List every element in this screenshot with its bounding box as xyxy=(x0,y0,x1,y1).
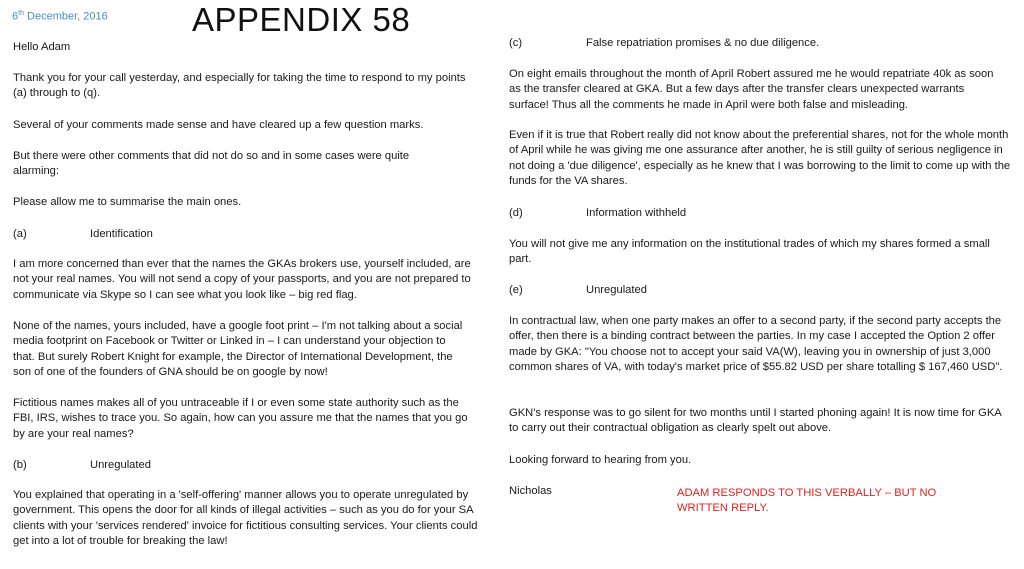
intro-paragraph: But there were other comments that did not do so and in some cases were quite alarming: xyxy=(13,150,410,178)
section-paragraph: Even if it is true that Robert really did not know about the preferential shares, not for the whole month of April while he was giving me one assurance after another, he is still guilty of serious negligence in not doing a 'due diligence', especially as he knew that I was borrowing to the limit to come up with the funds for the VA shares. xyxy=(509,129,1011,188)
section-paragraph: On eight emails throughout the month of April Robert assured me he would repatriate 40k as soon as the transfer cleared at GKA. But a few days after the transfer clears unexpected warrants surface! Thus all the comments he made in April were both false and misleading. xyxy=(509,68,994,111)
intro-paragraph: Thank you for your call yesterday, and especially for taking the time to respond to my points (a) through to (q). xyxy=(13,72,466,100)
section-heading-e: (e) Unregulated xyxy=(509,284,647,296)
intro-paragraph: Please allow me to summarise the main ones. xyxy=(13,196,242,208)
signature: Nicholas xyxy=(509,485,552,497)
section-heading-d: (d) Information withheld xyxy=(509,207,687,219)
section-paragraph: I am more concerned than ever that the names the GKAs brokers use, yourself included, are not your real names. You will not send a copy of your passports, and you are not prepared to communicate via Skype so I can see what you look like – big red flag. xyxy=(13,258,471,301)
section-paragraph: None of the names, yours included, have a google foot print – I'm not talking about a social media footprint on Facebook or Twitter or Linked in – I can understand your objection to that. But surely Robert Knight for example, the Director of International Development, the son of one of the founders of GNA should be on google by now! xyxy=(13,320,463,379)
section-heading-b: (b) Unregulated xyxy=(13,459,151,471)
section-paragraph: GKN's response was to go silent for two months until I started phoning again! It is now time for GKA to carry out their contractual obligation as clearly spelt out above. xyxy=(509,407,1002,435)
section-paragraph: You explained that operating in a 'self-offering' manner allows you to operate unregulated by government. This opens the door for all kinds of illegal activities – such as you do for your SA clients with your 'services rendered' invoice for fictitious consulting services. Your clients could get into a lot of trouble for breaking the law! xyxy=(13,489,478,548)
red-annotation: ADAM RESPONDS TO THIS VERBALLY – BUT NO WRITTEN REPLY. xyxy=(677,487,937,515)
section-paragraph: Fictitious names makes all of you untraceable if I or even some state authority such as the FBI, IRS, wishes to trace you. So again, how can you assure me that the names that you go by are your real names? xyxy=(13,397,468,440)
letter-date: 6th December, 2016 xyxy=(12,10,108,23)
section-paragraph: In contractual law, when one party makes an offer to a second party, if the second party accepts the offer, then there is a binding contract between the parties. In my case I accepted the Option 2 offer made by GKA: "You choose not to accept your said VA(W), leaving you in ownership of just 3,000 common shares of VA, with today's market price of $55.82 USD per share totalling $ 167,460 USD". xyxy=(509,315,1003,374)
section-heading-a: (a) Identification xyxy=(13,228,153,240)
greeting: Hello Adam xyxy=(13,41,71,53)
page-title: APPENDIX 58 xyxy=(192,1,411,38)
intro-paragraph: Several of your comments made sense and have cleared up a few question marks. xyxy=(13,119,424,131)
closing-line: Looking forward to hearing from you. xyxy=(509,454,692,466)
section-heading-c: (c) False repatriation promises & no due diligence. xyxy=(509,37,820,49)
section-paragraph: You will not give me any information on the institutional trades of which my shares formed a small part. xyxy=(509,238,990,266)
